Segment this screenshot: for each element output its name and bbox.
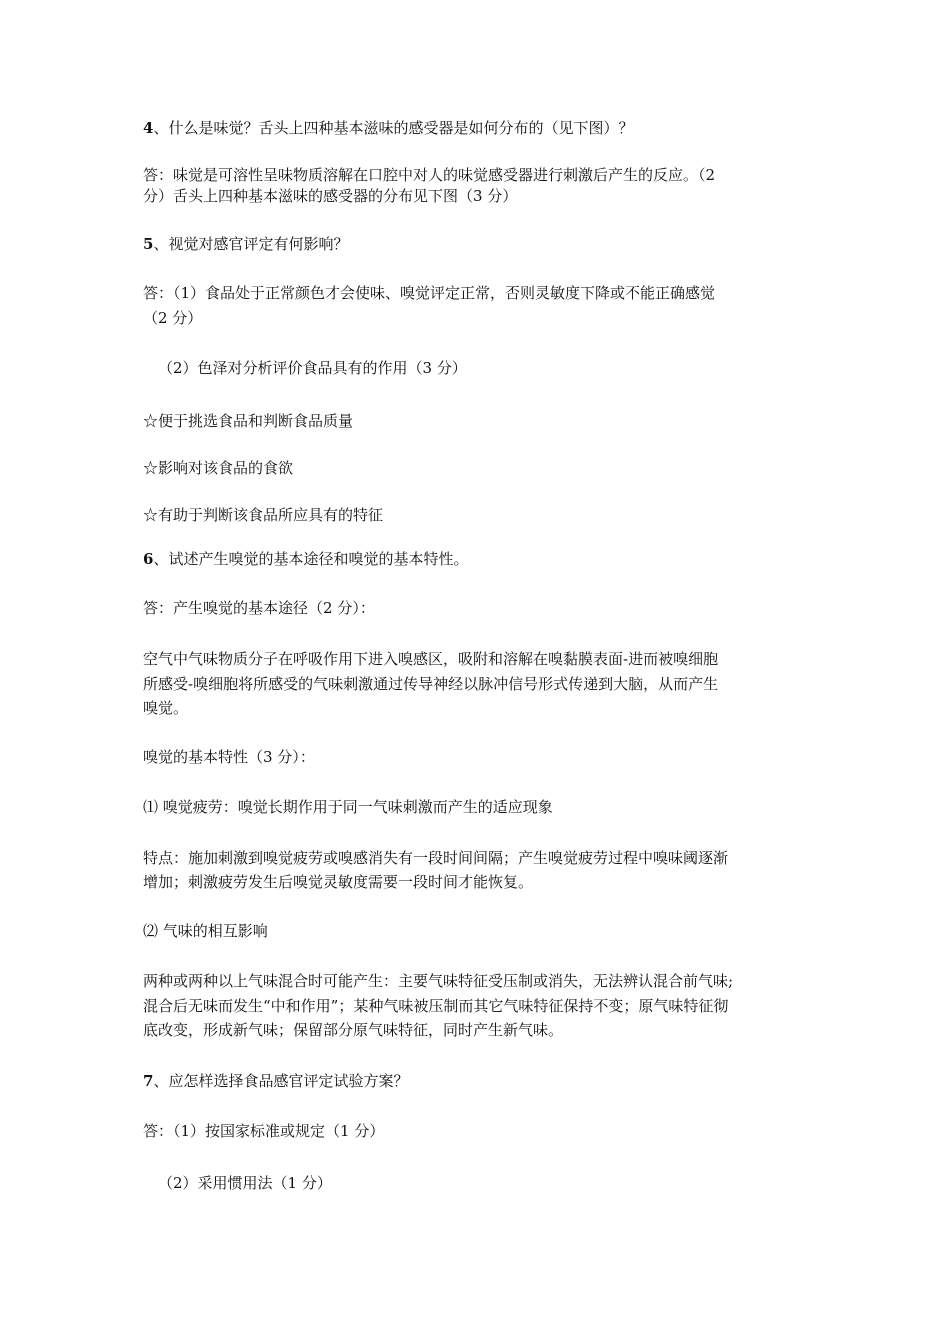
- answer-6-trait-2-line-3: 底改变，形成新气味；保留部分原气味特征，同时产生新气味。: [143, 1021, 564, 1039]
- question-text: 、试述产生嗅觉的基本途径和嗅觉的基本特性。: [153, 550, 469, 568]
- answer-6-trait-2-title: ⑵ 气味的相互影响: [143, 922, 268, 940]
- answer-4-line-1: 答：味觉是可溶性呈味物质溶解在口腔中对人的味觉感受器进行刺激后产生的反应。（2: [143, 166, 716, 184]
- question-number: 7: [143, 1072, 154, 1090]
- question-4: [143, 115, 813, 141]
- answer-5-star-3: ☆有助于判断该食品所应具有的特征: [143, 506, 384, 524]
- answer-6-path-line-3: 嗅觉。: [143, 699, 189, 717]
- answer-6-path-line-2: 所感受-嗅细胞将所感受的气味刺激通过传导神经以脉冲信号形式传递到大脑，从而产生: [143, 675, 719, 693]
- answer-6-intro: 答：产生嗅觉的基本途径（2 分）：: [143, 599, 375, 617]
- question-text: 、应怎样选择食品感官评定试验方案？: [153, 1072, 409, 1090]
- answer-6-trait-1-line-1: 特点：施加刺激到嗅觉疲劳或嗅感消失有一段时间间隔；产生嗅觉疲劳过程中嗅味阈逐渐: [143, 849, 729, 867]
- answer-6-traits-title: 嗅觉的基本特性（3 分）：: [143, 748, 315, 766]
- question-6: [143, 546, 813, 572]
- answer-7-line-1: 答：（1）按国家标准或规定（1 分）: [143, 1122, 385, 1140]
- answer-4-line-2: 分）舌头上四种基本滋味的感受器的分布见下图（3 分）: [143, 187, 518, 205]
- answer-6-trait-1-line-2: 增加；刺激疲劳发生后嗅觉灵敏度需要一段时间才能恢复。: [143, 873, 534, 891]
- answer-6-path-line-1: 空气中气味物质分子在呼吸作用下进入嗅感区，吸附和溶解在嗅黏膜表面-进而被嗅细胞: [143, 650, 719, 668]
- answer-5-line-1: 答：（1）食品处于正常颜色才会使味、嗅觉评定正常，否则灵敏度下降或不能正确感觉: [143, 284, 716, 302]
- answer-6-trait-2-line-2: 混合后无味而发生“中和作用”；某种气味被压制而其它气味特征保持不变；原气味特征彻: [143, 997, 729, 1015]
- question-text: 、什么是味觉？舌头上四种基本滋味的感受器是如何分布的（见下图）？: [153, 119, 634, 137]
- answer-5-point-2: （2）色泽对分析评价食品具有的作用（3 分）: [158, 359, 467, 377]
- question-7: [143, 1068, 813, 1094]
- answer-5-line-2: （2 分）: [143, 309, 203, 327]
- question-number: 5: [143, 235, 154, 253]
- answer-6-trait-1-title: ⑴ 嗅觉疲劳：嗅觉长期作用于同一气味刺激而产生的适应现象: [143, 798, 553, 816]
- answer-6-trait-2-line-1: 两种或两种以上气味混合时可能产生：主要气味特征受压制或消失，无法辨认混合前气味;: [143, 972, 734, 990]
- answer-5-star-1: ☆便于挑选食品和判断食品质量: [143, 412, 354, 430]
- question-5: [143, 231, 813, 257]
- answer-5-star-2: ☆影响对该食品的食欲: [143, 459, 294, 477]
- question-text: 、视觉对感官评定有何影响？: [153, 235, 349, 253]
- question-number: 4: [143, 119, 154, 137]
- question-number: 6: [143, 550, 154, 568]
- answer-7-line-2: （2）采用惯用法（1 分）: [158, 1174, 332, 1192]
